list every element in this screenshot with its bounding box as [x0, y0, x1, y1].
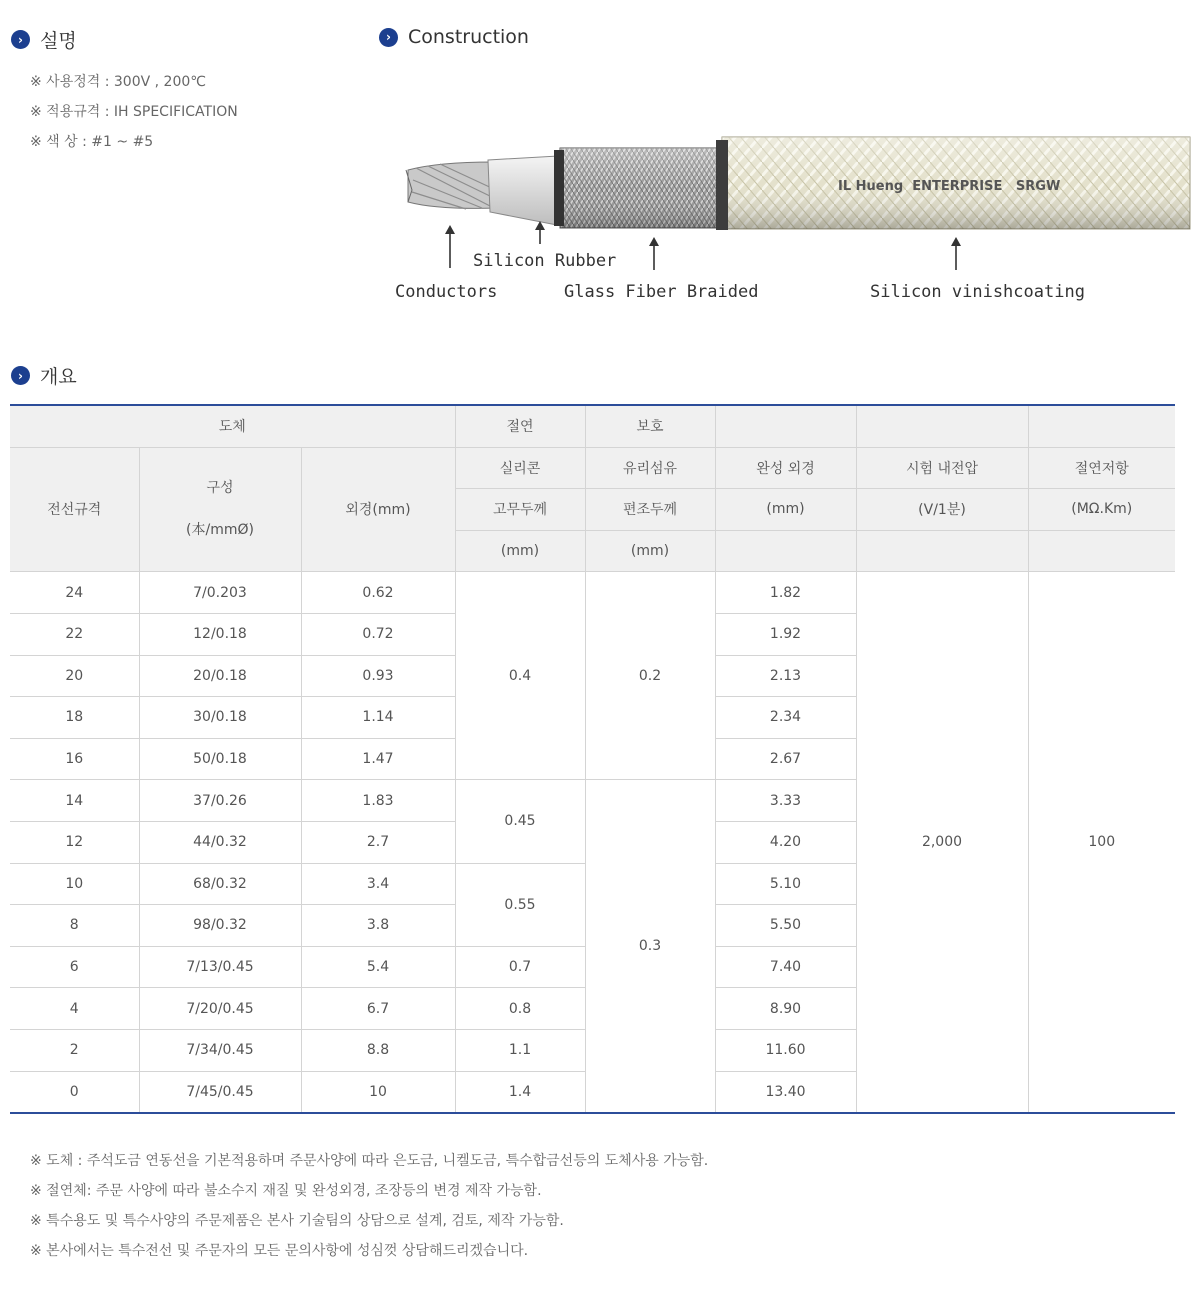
label-conductors: Conductors [395, 282, 498, 302]
header-empty [1028, 405, 1175, 447]
cell-finished-od: 4.20 [715, 821, 856, 863]
cell-composition: 7/20/0.45 [139, 988, 301, 1030]
cell-rubber-thickness: 0.7 [455, 946, 585, 988]
overview-heading [11, 362, 77, 389]
cell-spec: 16 [10, 738, 139, 780]
cell-finished-od: 5.10 [715, 863, 856, 905]
cell-composition: 7/0.203 [139, 572, 301, 614]
header-protection: 보호 [585, 405, 715, 447]
cable-construction-diagram [378, 120, 1193, 315]
cell-finished-od: 3.33 [715, 780, 856, 822]
header-silicone: 실리콘 [455, 447, 585, 489]
desc-list [30, 67, 238, 157]
cell-outer-dia: 6.7 [301, 988, 455, 1030]
header-glass-fiber: 유리섬유 [585, 447, 715, 489]
cell-finished-od: 7.40 [715, 946, 856, 988]
header-outer-dia: 외경(mm) [301, 447, 455, 572]
cell-composition: 68/0.32 [139, 863, 301, 905]
header-braid-unit: (mm) [585, 530, 715, 572]
cell-finished-od: 13.40 [715, 1071, 856, 1113]
table-header-row [10, 447, 1175, 489]
cell-outer-dia: 2.7 [301, 821, 455, 863]
cell-outer-dia: 1.47 [301, 738, 455, 780]
cell-composition: 12/0.18 [139, 613, 301, 655]
cell-composition: 7/45/0.45 [139, 1071, 301, 1113]
cell-spec: 8 [10, 905, 139, 947]
header-rubber-thickness: 고무두께 [455, 489, 585, 531]
cell-spec: 10 [10, 863, 139, 905]
spec-table [10, 404, 1175, 1114]
cell-composition: 30/0.18 [139, 697, 301, 739]
cell-rubber-thickness: 0.45 [455, 780, 585, 863]
header-empty [856, 530, 1028, 572]
cell-outer-dia: 3.4 [301, 863, 455, 905]
cell-finished-od: 2.34 [715, 697, 856, 739]
cell-outer-dia: 5.4 [301, 946, 455, 988]
header-wire-spec: 전선규격 [10, 447, 139, 572]
footnotes [30, 1146, 708, 1266]
cell-spec: 22 [10, 613, 139, 655]
cell-rubber-thickness: 0.55 [455, 863, 585, 946]
label-glass-fiber-braided: Glass Fiber Braided [564, 282, 759, 302]
header-insulation-resistance-unit: (MΩ.Km) [1028, 489, 1175, 531]
desc-item: ※ 사용정격 : 300V , 200℃ [30, 74, 206, 90]
cell-outer-dia: 8.8 [301, 1029, 455, 1071]
header-composition-unit: (本/mmØ) [186, 522, 254, 539]
chevron-right-icon: › [11, 366, 30, 385]
table-row [10, 572, 1175, 614]
header-conductor: 도체 [10, 405, 455, 447]
chevron-right-icon: › [379, 28, 398, 47]
cell-composition: 37/0.26 [139, 780, 301, 822]
footnote: ※ 절연체: 주문 사양에 따라 불소수지 재질 및 완성외경, 조장등의 변경 제작 가능함. [30, 1183, 542, 1199]
cell-finished-od: 8.90 [715, 988, 856, 1030]
cell-composition: 7/13/0.45 [139, 946, 301, 988]
header-test-voltage-unit: (V/1분) [856, 489, 1028, 531]
cable-print-text: IL Hueng ENTERPRISE SRGW [838, 179, 1061, 194]
header-empty [715, 405, 856, 447]
cell-finished-od: 5.50 [715, 905, 856, 947]
cell-spec: 2 [10, 1029, 139, 1071]
cell-composition: 98/0.32 [139, 905, 301, 947]
cell-composition: 20/0.18 [139, 655, 301, 697]
cell-outer-dia: 1.14 [301, 697, 455, 739]
cell-composition: 50/0.18 [139, 738, 301, 780]
header-empty [856, 405, 1028, 447]
desc-item: ※ 색 상 : #1 ~ #5 [30, 134, 154, 150]
cell-braid-thickness: 0.2 [585, 572, 715, 780]
construction-heading [379, 26, 529, 48]
header-finished-od-unit: (mm) [715, 489, 856, 531]
cell-outer-dia: 3.8 [301, 905, 455, 947]
cell-rubber-thickness: 1.1 [455, 1029, 585, 1071]
cell-outer-dia: 0.93 [301, 655, 455, 697]
cell-composition: 7/34/0.45 [139, 1029, 301, 1071]
header-empty [715, 530, 856, 572]
overview-title: 개요 [40, 366, 77, 388]
cell-finished-od: 2.67 [715, 738, 856, 780]
cell-spec: 20 [10, 655, 139, 697]
silicon-rubber-layer [488, 156, 562, 226]
cell-spec: 14 [10, 780, 139, 822]
header-rubber-unit: (mm) [455, 530, 585, 572]
cell-test-voltage: 2,000 [856, 572, 1028, 1113]
cell-outer-dia: 1.83 [301, 780, 455, 822]
construction-title: Construction [408, 26, 529, 48]
cell-finished-od: 2.13 [715, 655, 856, 697]
footnote: ※ 본사에서는 특수전선 및 주문자의 모든 문의사항에 성심껏 상담해드리겠습니다. [30, 1243, 529, 1259]
cell-spec: 4 [10, 988, 139, 1030]
cell-spec: 24 [10, 572, 139, 614]
cell-spec: 12 [10, 821, 139, 863]
header-composition-label: 구성 [206, 480, 234, 497]
cell-spec: 18 [10, 697, 139, 739]
cell-spec: 6 [10, 946, 139, 988]
cell-outer-dia: 0.72 [301, 613, 455, 655]
header-composition [139, 447, 301, 572]
label-silicon-rubber: Silicon Rubber [473, 251, 617, 271]
table-header-row [10, 405, 1175, 447]
footnote: ※ 특수용도 및 특수사양의 주문제품은 본사 기술팀의 상담으로 설계, 검토, 제작 가능함. [30, 1213, 564, 1229]
desc-title: 설명 [40, 30, 77, 52]
label-silicon-coating: Silicon vinishcoating [870, 282, 1085, 302]
cell-braid-thickness: 0.3 [585, 780, 715, 1113]
cell-outer-dia: 0.62 [301, 572, 455, 614]
cell-finished-od: 1.92 [715, 613, 856, 655]
header-empty [1028, 530, 1175, 572]
cell-insulation-resistance: 100 [1028, 572, 1175, 1113]
footnote: ※ 도체 : 주석도금 연동선을 기본적용하며 주문사양에 따라 은도금, 니켈도금, 특수합금선등의 도체사용 가능함. [30, 1153, 709, 1169]
chevron-right-icon: › [11, 30, 30, 49]
header-finished-od: 완성 외경 [715, 447, 856, 489]
cell-rubber-thickness: 0.8 [455, 988, 585, 1030]
desc-item: ※ 적용규격 : IH SPECIFICATION [30, 104, 238, 120]
header-braid-thickness: 편조두께 [585, 489, 715, 531]
cell-composition: 44/0.32 [139, 821, 301, 863]
header-insulation: 절연 [455, 405, 585, 447]
desc-heading [11, 26, 77, 53]
cell-rubber-thickness: 1.4 [455, 1071, 585, 1113]
cell-rubber-thickness: 0.4 [455, 572, 585, 780]
header-insulation-resistance: 절연저항 [1028, 447, 1175, 489]
cell-spec: 0 [10, 1071, 139, 1113]
cell-finished-od: 1.82 [715, 572, 856, 614]
cell-finished-od: 11.60 [715, 1029, 856, 1071]
conductor-strands [406, 162, 498, 209]
cell-outer-dia: 10 [301, 1071, 455, 1113]
header-test-voltage: 시험 내전압 [856, 447, 1028, 489]
